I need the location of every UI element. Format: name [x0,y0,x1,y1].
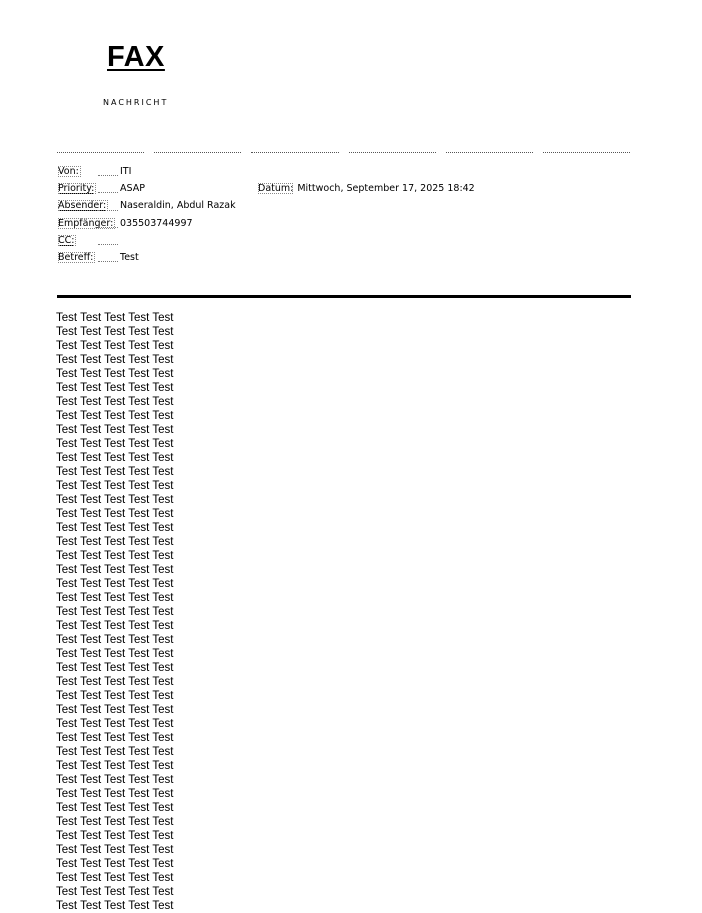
datum-value: Mittwoch, September 17, 2025 18:42 [297,183,475,194]
body-text-line: Test Test Test Test Test [56,410,174,422]
body-text-line: Test Test Test Test Test [56,746,174,758]
body-text-line: Test Test Test Test Test [56,844,174,856]
body-text-line: Test Test Test Test Test [56,760,174,772]
fax-subtitle: NACHRICHT [103,98,169,107]
body-text-line: Test Test Test Test Test [56,718,174,730]
dotted-divider [57,148,630,154]
body-text-line: Test Test Test Test Test [56,550,174,562]
body-text-line: Test Test Test Test Test [56,382,174,394]
datum-label: Datum: [258,183,294,194]
meta-row-empfaenger [58,215,236,232]
absender-label: Absender: [58,200,107,212]
body-text-line: Test Test Test Test Test [56,494,174,506]
body-text-line: Test Test Test Test Test [56,396,174,408]
body-text-line: Test Test Test Test Test [56,620,174,632]
datum-field [258,180,475,197]
body-divider [57,295,631,298]
absender-value: Naseraldin, Abdul Razak [120,200,236,212]
body-text-line: Test Test Test Test Test [56,788,174,800]
body-text-line: Test Test Test Test Test [56,340,174,352]
betreff-value: Test [120,251,139,263]
priority-value: ASAP [120,183,145,195]
body-text-line: Test Test Test Test Test [56,312,174,324]
body-text-line: Test Test Test Test Test [56,326,174,338]
body-text-line: Test Test Test Test Test [56,480,174,492]
fax-meta-block [58,163,236,266]
fax-title: FAX [107,41,165,73]
body-text-line: Test Test Test Test Test [56,578,174,590]
meta-row-betreff [58,249,236,266]
von-value: ITI [120,166,132,177]
body-text-line: Test Test Test Test Test [56,438,174,450]
fax-body [56,311,173,913]
body-text-line: Test Test Test Test Test [56,662,174,674]
body-text-line: Test Test Test Test Test [56,592,174,604]
body-text-line: Test Test Test Test Test [56,606,174,618]
body-text-line: Test Test Test Test Test [56,872,174,884]
body-text-line: Test Test Test Test Test [56,704,174,716]
body-text-line: Test Test Test Test Test [56,732,174,744]
body-text-line: Test Test Test Test Test [56,676,174,688]
body-text-line: Test Test Test Test Test [56,802,174,814]
body-text-line: Test Test Test Test Test [56,368,174,380]
meta-row-absender [58,197,236,214]
priority-label: Priority: [58,183,95,195]
body-text-line: Test Test Test Test Test [56,830,174,842]
body-text-line: Test Test Test Test Test [56,508,174,520]
body-text-line: Test Test Test Test Test [56,536,174,548]
meta-row-cc [58,232,236,249]
meta-row-von [58,163,236,180]
body-text-line: Test Test Test Test Test [56,858,174,870]
body-text-line: Test Test Test Test Test [56,354,174,366]
body-text-line: Test Test Test Test Test [56,564,174,576]
meta-row-priority [58,180,236,197]
empfaenger-label: Empfänger: [58,217,114,229]
cc-label: CC: [58,234,75,246]
betreff-label: Betreff: [58,251,94,263]
body-text-line: Test Test Test Test Test [56,634,174,646]
body-text-line: Test Test Test Test Test [56,886,174,898]
body-text-line: Test Test Test Test Test [56,648,174,660]
von-label: Von: [58,166,79,177]
body-text-line: Test Test Test Test Test [56,690,174,702]
body-text-line: Test Test Test Test Test [56,466,174,478]
body-text-line: Test Test Test Test Test [56,900,174,912]
body-text-line: Test Test Test Test Test [56,774,174,786]
body-text-line: Test Test Test Test Test [56,816,174,828]
empfaenger-value: 035503744997 [120,217,193,229]
body-text-line: Test Test Test Test Test [56,522,174,534]
body-text-line: Test Test Test Test Test [56,424,174,436]
body-text-line: Test Test Test Test Test [56,452,174,464]
